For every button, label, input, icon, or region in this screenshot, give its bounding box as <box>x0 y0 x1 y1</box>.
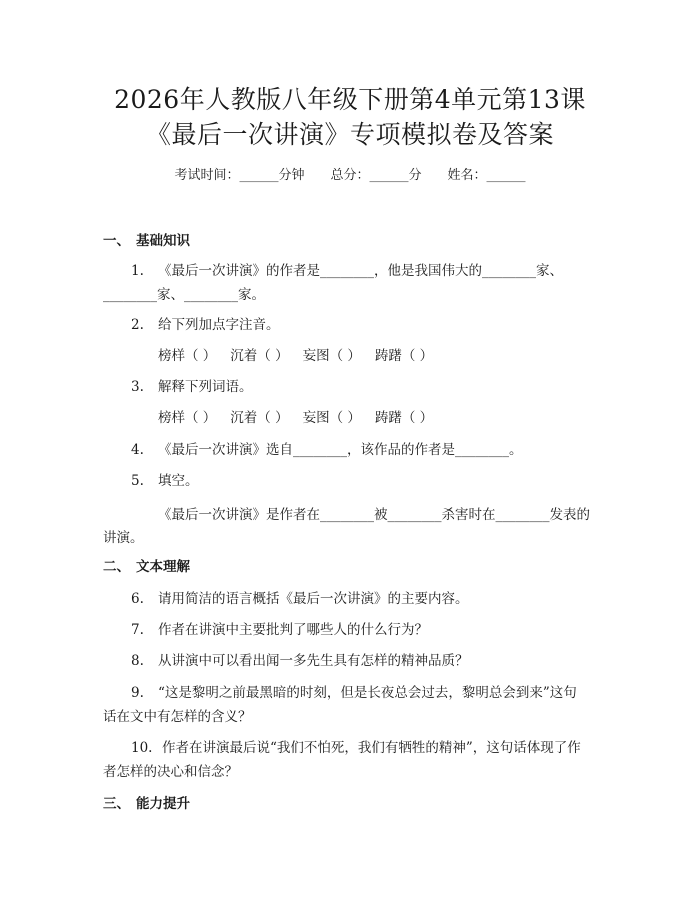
question-5-fill-continued: 讲演。 <box>103 530 144 546</box>
question-number: 6. <box>131 591 144 607</box>
option-item: 踌躇（ ） <box>374 348 434 364</box>
question-number: 10. <box>131 740 153 756</box>
question-number: 2. <box>131 317 144 333</box>
question-10 <box>131 738 581 758</box>
question-3-options <box>158 408 447 428</box>
question-3 <box>131 377 253 397</box>
section-title: 文本理解 <box>136 559 190 575</box>
exam-info <box>0 166 700 186</box>
section-title: 能力提升 <box>136 796 190 812</box>
question-7 <box>131 620 428 640</box>
question-text: 作者在讲演中主要批判了哪些人的什么行为？ <box>158 622 428 638</box>
question-text: 从讲演中可以看出闻一多先生具有怎样的精神品质？ <box>158 653 469 669</box>
question-1 <box>131 261 563 281</box>
section-title: 基础知识 <box>136 233 190 249</box>
option-item: 妄图（ ） <box>302 348 361 364</box>
option-item: 踌躇（ ） <box>374 410 434 426</box>
question-number: 9. <box>131 685 144 701</box>
total-score: 总分：______分 <box>330 168 422 183</box>
section-heading-2 <box>103 557 190 577</box>
question-9-continued: 话在文中有怎样的含义？ <box>103 709 252 725</box>
title-line-2: 《最后一次讲演》专项模拟卷及答案 <box>145 120 554 149</box>
question-5 <box>131 471 199 491</box>
option-item: 沉着（ ） <box>230 410 289 426</box>
question-4 <box>131 440 523 460</box>
question-text: 解释下列词语。 <box>158 379 253 395</box>
question-number: 7. <box>131 622 144 638</box>
question-6 <box>131 589 469 609</box>
question-1-continued: ________家、________家。 <box>103 287 265 303</box>
question-10-continued: 者怎样的决心和信念？ <box>103 764 238 780</box>
question-text: 请用简洁的语言概括《最后一次讲演》的主要内容。 <box>158 591 469 607</box>
option-item: 榜样（ ） <box>158 348 217 364</box>
question-text: 给下列加点字注音。 <box>158 317 280 333</box>
option-item: 妄图（ ） <box>302 410 361 426</box>
question-text: 填空。 <box>158 473 199 489</box>
question-text: “这是黎明之前最黑暗的时刻，但是长夜总会过去，黎明总会到来”这句 <box>158 685 577 701</box>
question-9 <box>131 683 577 703</box>
question-8 <box>131 651 469 671</box>
question-number: 1. <box>131 263 144 279</box>
question-number: 3. <box>131 379 144 395</box>
question-2 <box>131 315 280 335</box>
section-heading-3 <box>103 794 190 814</box>
section-number: 三、 <box>103 796 130 812</box>
question-number: 5. <box>131 473 144 489</box>
exam-time: 考试时间：______分钟 <box>174 168 305 183</box>
title-line-1: 2026年人教版八年级下册第4单元第13课 <box>114 85 586 114</box>
question-text: 《最后一次讲演》选自________，该作品的作者是________。 <box>158 442 523 458</box>
option-item: 沉着（ ） <box>230 348 289 364</box>
question-text: 《最后一次讲演》的作者是________，他是我国伟大的________家、 <box>158 263 563 279</box>
option-item: 榜样（ ） <box>158 410 217 426</box>
section-number: 一、 <box>103 233 130 249</box>
question-number: 4. <box>131 442 144 458</box>
question-5-fill-line: 《最后一次讲演》是作者在________被________杀害时在________发表的 <box>158 507 590 523</box>
section-number: 二、 <box>103 559 130 575</box>
question-2-options <box>158 346 447 366</box>
section-heading-1 <box>103 231 190 251</box>
student-name-field: 姓名：______ <box>447 168 526 183</box>
question-text: 作者在讲演最后说“我们不怕死，我们有牺牲的精神”，这句话体现了作 <box>162 740 581 756</box>
question-number: 8. <box>131 653 144 669</box>
